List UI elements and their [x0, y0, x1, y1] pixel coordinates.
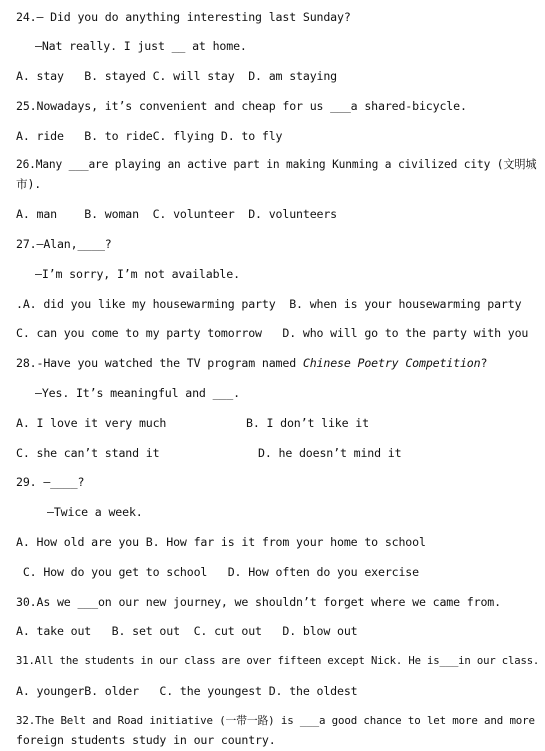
question-25-stem: 25.Nowadays, it’s convenient and cheap for us ___a shared-bicycle.	[16, 99, 467, 113]
question-29-stem: 29. —____?	[16, 475, 85, 489]
question-27-options-ab: .A. did you like my housewarming party B. when is your housewarming party	[16, 297, 522, 311]
question-28-suffix: ?	[480, 356, 488, 370]
question-24-reply: —Nat really. I just __ at home.	[35, 39, 247, 53]
question-28-stem	[16, 356, 487, 370]
question-27-reply: —I’m sorry, I’m not available.	[35, 267, 240, 281]
question-24-stem: 24.— Did you do anything interesting last Sunday?	[16, 10, 351, 24]
question-31-stem: 31.All the students in our class are over fifteen except Nick. He is___in our class.	[16, 655, 540, 667]
question-28-option-a: A. I love it very much	[16, 416, 167, 430]
question-28-prefix: 28.-Have you watched the TV program named	[16, 356, 303, 370]
question-29-reply: —Twice a week.	[47, 505, 143, 519]
program-title: Chinese Poetry Competition	[302, 356, 481, 370]
question-29-options-ab: A. How old are you B. How far is it from your home to school	[16, 535, 426, 549]
question-26-stem: 26.Many ___are playing an active part in making Kunming a civilized city (文明城	[16, 158, 537, 171]
question-29-options-cd: C. How do you get to school D. How often do you exercise	[16, 565, 419, 579]
question-25-options: A. ride B. to rideC. flying D. to fly	[16, 129, 283, 143]
question-24-options: A. stay B. stayed C. will stay D. am staying	[16, 69, 338, 83]
question-32-stem-cont: foreign students study in our country.	[16, 733, 276, 747]
question-31-options: A. youngerB. older C. the youngest D. the oldest	[16, 684, 358, 698]
question-30-options: A. take out B. set out C. cut out D. blow out	[16, 624, 358, 638]
question-27-stem: 27.—Alan,____?	[16, 237, 112, 251]
question-28-reply: —Yes. It’s meaningful and ___.	[35, 386, 240, 400]
question-26-options: A. man B. woman C. volunteer D. volunteers	[16, 207, 338, 221]
question-30-stem: 30.As we ___on our new journey, we shouldn’t forget where we came from.	[16, 595, 501, 609]
question-28-option-b: B. I don’t like it	[246, 416, 369, 430]
question-32-stem: 32.The Belt and Road initiative (一带一路) is ___a good chance to let more and more	[16, 714, 535, 727]
question-28-option-d: D. he doesn’t mind it	[258, 446, 402, 460]
question-26-stem-cont: 市).	[16, 177, 42, 191]
question-28-option-c: C. she can’t stand it	[16, 446, 160, 460]
question-27-options-cd: C. can you come to my party tomorrow D. who will go to the party with you	[16, 326, 529, 340]
